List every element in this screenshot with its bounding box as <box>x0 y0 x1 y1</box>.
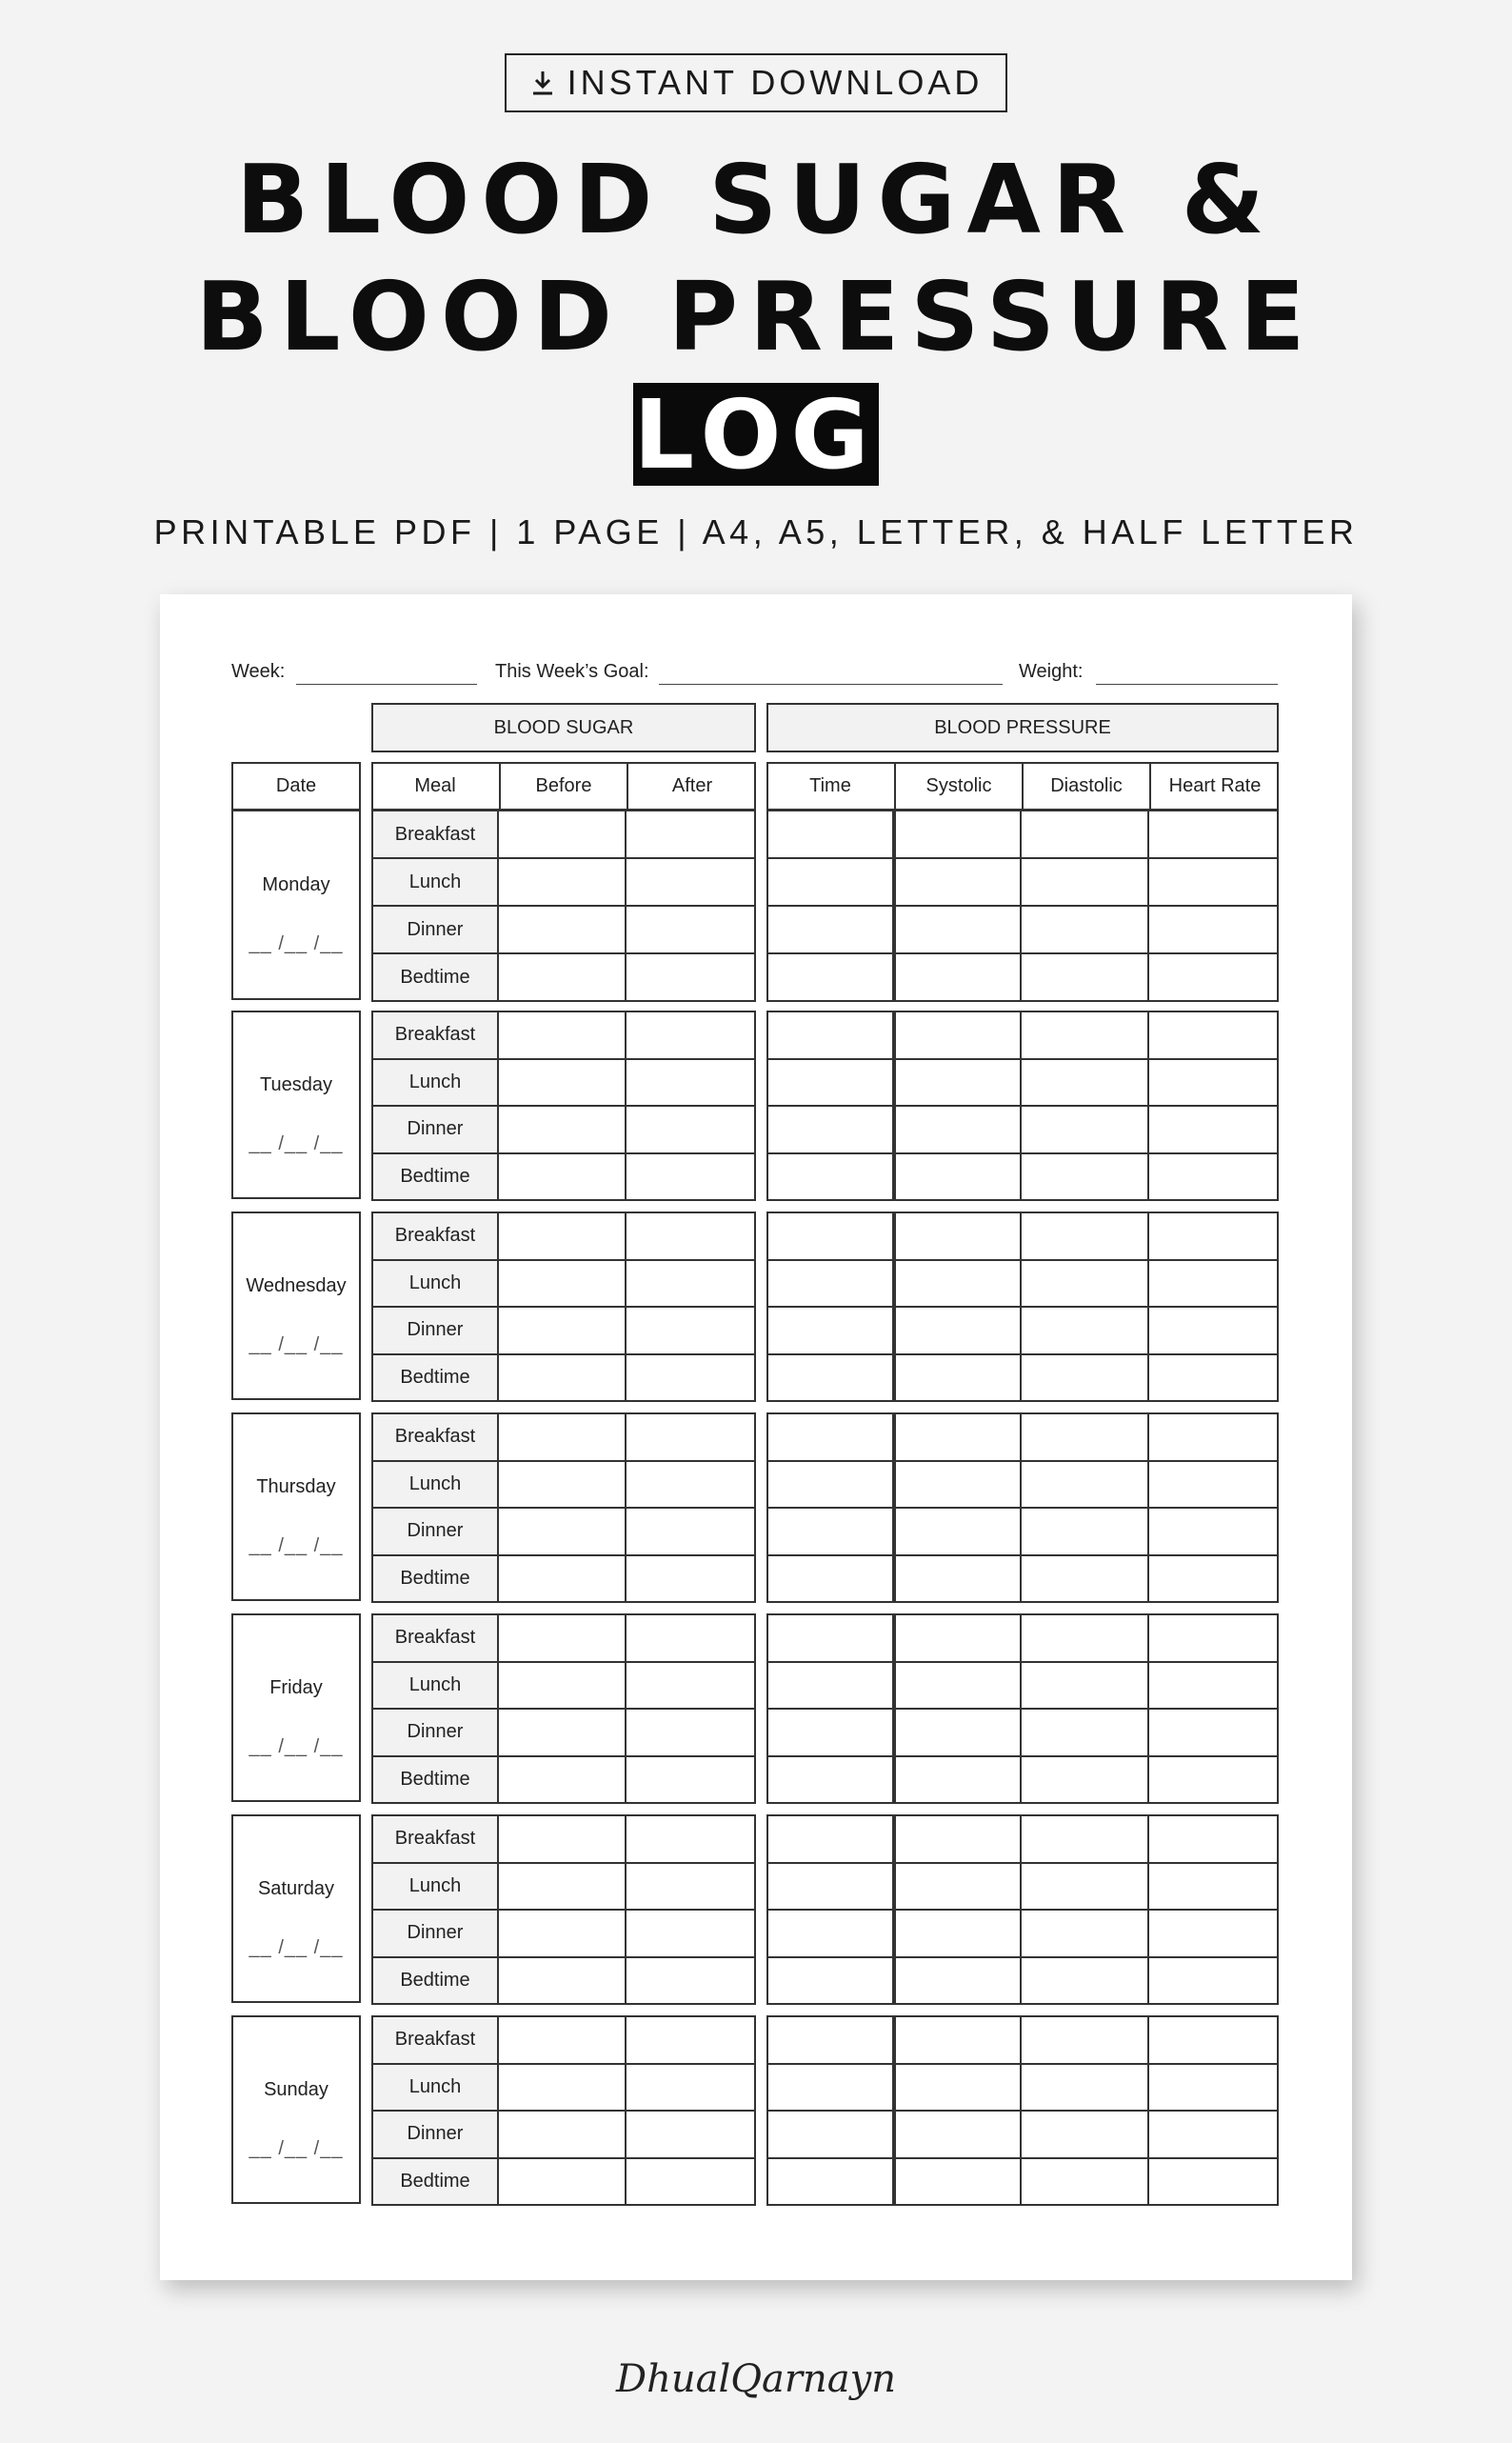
before-entry-cell[interactable] <box>497 2015 627 2065</box>
heart-rate-entry-cell[interactable] <box>1147 810 1279 859</box>
time-entry-cell[interactable] <box>766 1708 896 1757</box>
meal-label-cell: Bedtime <box>371 1956 499 2006</box>
heart-rate-entry-cell[interactable] <box>1147 1353 1279 1403</box>
systolic-entry-cell[interactable] <box>892 1708 1022 1757</box>
heart-rate-entry-cell[interactable] <box>1147 1554 1279 1604</box>
before-entry-cell[interactable] <box>497 1909 627 1958</box>
day-name: Sunday <box>264 2079 328 2101</box>
systolic-entry-cell[interactable] <box>892 1306 1022 1355</box>
after-entry-cell[interactable] <box>625 1708 756 1757</box>
diastolic-entry-cell[interactable] <box>1020 1554 1149 1604</box>
diastolic-entry-cell[interactable] <box>1020 2015 1149 2065</box>
before-entry-cell[interactable] <box>497 1412 627 1462</box>
systolic-entry-cell[interactable] <box>892 1909 1022 1958</box>
meal-label-cell: Bedtime <box>371 1353 499 1403</box>
meal-label-cell: Lunch <box>371 1661 499 1711</box>
day-name: Saturday <box>257 1878 335 1900</box>
date-placeholder[interactable]: __ /__ /__ <box>249 1534 344 1556</box>
systolic-entry-cell[interactable] <box>892 1661 1022 1711</box>
before-entry-cell[interactable] <box>497 1755 627 1805</box>
systolic-entry-cell[interactable] <box>892 1460 1022 1510</box>
before-entry-cell[interactable] <box>497 1507 627 1556</box>
after-entry-cell[interactable] <box>625 1661 756 1711</box>
heart-rate-entry-cell[interactable] <box>1147 1507 1279 1556</box>
time-entry-cell[interactable] <box>766 1306 896 1355</box>
before-entry-cell[interactable] <box>497 1862 627 1912</box>
before-entry-cell[interactable] <box>497 1058 627 1108</box>
before-entry-cell[interactable] <box>497 2157 627 2207</box>
meal-label-cell: Breakfast <box>371 1011 499 1060</box>
diastolic-entry-cell[interactable] <box>1020 1412 1149 1462</box>
goal-label: This Week’s Goal: <box>495 661 649 682</box>
time-entry-cell[interactable] <box>766 1211 896 1261</box>
diastolic-entry-cell[interactable] <box>1020 1909 1149 1958</box>
before-entry-cell[interactable] <box>497 2063 627 2113</box>
diastolic-entry-cell[interactable] <box>1020 1058 1149 1108</box>
meal-label-cell: Dinner <box>371 1306 499 1355</box>
systolic-entry-cell[interactable] <box>892 810 1022 859</box>
systolic-entry-cell[interactable] <box>892 1613 1022 1663</box>
after-entry-cell[interactable] <box>625 1755 756 1805</box>
diastolic-entry-cell[interactable] <box>1020 1460 1149 1510</box>
after-entry-cell[interactable] <box>625 1862 756 1912</box>
heart-rate-entry-cell[interactable] <box>1147 1211 1279 1261</box>
after-entry-cell[interactable] <box>625 857 756 907</box>
systolic-entry-cell[interactable] <box>892 1058 1022 1108</box>
meal-label-cell: Dinner <box>371 1105 499 1154</box>
pressure-column-label: Time <box>809 775 851 796</box>
time-entry-cell[interactable] <box>766 1909 896 1958</box>
time-entry-cell[interactable] <box>766 1554 896 1604</box>
time-entry-cell[interactable] <box>766 1956 896 2006</box>
systolic-entry-cell[interactable] <box>892 1011 1022 1060</box>
blood-pressure-header-label: BLOOD PRESSURE <box>934 716 1111 738</box>
systolic-entry-cell[interactable] <box>892 1211 1022 1261</box>
before-entry-cell[interactable] <box>497 1613 627 1663</box>
systolic-entry-cell[interactable] <box>892 1105 1022 1154</box>
after-entry-cell[interactable] <box>625 1814 756 1864</box>
systolic-entry-cell[interactable] <box>892 2157 1022 2207</box>
before-entry-cell[interactable] <box>497 1011 627 1060</box>
before-entry-cell[interactable] <box>497 905 627 954</box>
systolic-entry-cell[interactable] <box>892 2110 1022 2159</box>
time-entry-cell[interactable] <box>766 1011 896 1060</box>
after-entry-cell[interactable] <box>625 1353 756 1403</box>
before-entry-cell[interactable] <box>497 2110 627 2159</box>
systolic-entry-cell[interactable] <box>892 1814 1022 1864</box>
pressure-column-label: Systolic <box>894 762 1022 811</box>
weight-label: Weight: <box>1019 661 1084 682</box>
after-entry-cell[interactable] <box>625 2015 756 2065</box>
after-entry-cell[interactable] <box>625 1152 756 1202</box>
badge-label: INSTANT DOWNLOAD <box>567 63 984 102</box>
time-entry-cell[interactable] <box>766 2157 896 2207</box>
after-entry-cell[interactable] <box>625 1507 756 1556</box>
meal-label-cell: Lunch <box>371 1058 499 1108</box>
meal-label-cell: Breakfast <box>371 2015 499 2065</box>
date-placeholder[interactable]: __ /__ /__ <box>249 933 344 954</box>
heart-rate-entry-cell[interactable] <box>1147 905 1279 954</box>
title-line-2: BLOOD PRESSURE <box>195 261 1317 372</box>
before-entry-cell[interactable] <box>497 1306 627 1355</box>
after-entry-cell[interactable] <box>625 810 756 859</box>
meal-label-cell: Breakfast <box>371 1211 499 1261</box>
time-entry-cell[interactable] <box>766 857 896 907</box>
blood-sugar-header-label: BLOOD SUGAR <box>493 716 634 738</box>
day-name: Tuesday <box>260 1074 332 1096</box>
diastolic-entry-cell[interactable] <box>1020 1613 1149 1663</box>
heart-rate-entry-cell[interactable] <box>1147 1460 1279 1510</box>
goal-field[interactable] <box>659 684 1003 685</box>
heart-rate-entry-cell[interactable] <box>1147 1661 1279 1711</box>
day-cell <box>231 810 361 1000</box>
heart-rate-entry-cell[interactable] <box>1147 2110 1279 2159</box>
heart-rate-entry-cell[interactable] <box>1147 1152 1279 1202</box>
after-entry-cell[interactable] <box>625 1956 756 2006</box>
diastolic-entry-cell[interactable] <box>1020 1708 1149 1757</box>
heart-rate-entry-cell[interactable] <box>1147 1814 1279 1864</box>
before-entry-cell[interactable] <box>497 1353 627 1403</box>
after-entry-cell[interactable] <box>625 1211 756 1261</box>
systolic-entry-cell[interactable] <box>892 2063 1022 2113</box>
date-placeholder[interactable]: __ /__ /__ <box>249 2137 344 2159</box>
blood-sugar-header <box>371 703 756 752</box>
meal-label-cell: Breakfast <box>371 1814 499 1864</box>
diastolic-entry-cell[interactable] <box>1020 1011 1149 1060</box>
time-entry-cell[interactable] <box>766 1507 896 1556</box>
systolic-entry-cell[interactable] <box>892 1554 1022 1604</box>
after-entry-cell[interactable] <box>625 2110 756 2159</box>
pressure-column-label: Heart Rate <box>1149 762 1279 811</box>
after-entry-cell[interactable] <box>625 952 756 1002</box>
heart-rate-entry-cell[interactable] <box>1147 1909 1279 1958</box>
meal-label-cell: Bedtime <box>371 1152 499 1202</box>
time-entry-cell[interactable] <box>766 1814 896 1864</box>
sugar-column-label: After <box>627 762 756 811</box>
time-entry-cell[interactable] <box>766 2110 896 2159</box>
time-entry-cell[interactable] <box>766 1353 896 1403</box>
day-cell <box>231 1011 361 1199</box>
heart-rate-entry-cell[interactable] <box>1147 1956 1279 2006</box>
heart-rate-entry-cell[interactable] <box>1147 1412 1279 1462</box>
heart-rate-entry-cell[interactable] <box>1147 952 1279 1002</box>
meal-label-cell: Dinner <box>371 1909 499 1958</box>
title-line-1: BLOOD SUGAR & <box>236 144 1276 255</box>
title-highlight-text: LOG <box>633 378 879 491</box>
time-entry-cell[interactable] <box>766 905 896 954</box>
heart-rate-entry-cell[interactable] <box>1147 1708 1279 1757</box>
time-entry-cell[interactable] <box>766 1152 896 1202</box>
heart-rate-entry-cell[interactable] <box>1147 1011 1279 1060</box>
diastolic-entry-cell[interactable] <box>1020 1211 1149 1261</box>
heart-rate-entry-cell[interactable] <box>1147 2063 1279 2113</box>
sugar-column-label: Before <box>499 762 627 811</box>
time-entry-cell[interactable] <box>766 952 896 1002</box>
meal-label-cell: Lunch <box>371 2063 499 2113</box>
diastolic-entry-cell[interactable] <box>1020 2063 1149 2113</box>
day-name: Friday <box>269 1677 323 1699</box>
systolic-entry-cell[interactable] <box>892 1507 1022 1556</box>
systolic-entry-cell[interactable] <box>892 905 1022 954</box>
systolic-entry-cell[interactable] <box>892 1862 1022 1912</box>
day-cell <box>231 1412 361 1601</box>
after-entry-cell[interactable] <box>625 1613 756 1663</box>
heart-rate-entry-cell[interactable] <box>1147 1306 1279 1355</box>
day-name: Monday <box>262 874 330 895</box>
time-entry-cell[interactable] <box>766 2015 896 2065</box>
diastolic-entry-cell[interactable] <box>1020 905 1149 954</box>
day-name: Wednesday <box>246 1275 347 1297</box>
before-entry-cell[interactable] <box>497 1259 627 1309</box>
before-entry-cell[interactable] <box>497 1152 627 1202</box>
diastolic-entry-cell[interactable] <box>1020 1105 1149 1154</box>
systolic-entry-cell[interactable] <box>892 1259 1022 1309</box>
meal-label-cell: Lunch <box>371 1862 499 1912</box>
instant-download-badge <box>505 53 1007 112</box>
date-placeholder[interactable]: __ /__ /__ <box>249 1735 344 1757</box>
heart-rate-entry-cell[interactable] <box>1147 1058 1279 1108</box>
after-entry-cell[interactable] <box>625 1554 756 1604</box>
after-entry-cell[interactable] <box>625 2063 756 2113</box>
time-entry-cell[interactable] <box>766 1755 896 1805</box>
time-entry-cell[interactable] <box>766 1613 896 1663</box>
date-placeholder[interactable]: __ /__ /__ <box>249 1936 344 1958</box>
systolic-entry-cell[interactable] <box>892 1152 1022 1202</box>
diastolic-entry-cell[interactable] <box>1020 2157 1149 2207</box>
day-cell <box>231 1211 361 1400</box>
diastolic-entry-cell[interactable] <box>1020 1353 1149 1403</box>
week-label: Week: <box>231 661 286 682</box>
before-entry-cell[interactable] <box>497 1105 627 1154</box>
after-entry-cell[interactable] <box>625 1058 756 1108</box>
meal-label-cell: Dinner <box>371 2110 499 2159</box>
after-entry-cell[interactable] <box>625 1460 756 1510</box>
meal-label-cell: Breakfast <box>371 1412 499 1462</box>
meal-label-cell: Dinner <box>371 905 499 954</box>
diastolic-entry-cell[interactable] <box>1020 1661 1149 1711</box>
systolic-entry-cell[interactable] <box>892 2015 1022 2065</box>
meal-label-cell: Breakfast <box>371 810 499 859</box>
time-entry-cell[interactable] <box>766 1105 896 1154</box>
heart-rate-entry-cell[interactable] <box>1147 1755 1279 1805</box>
header-fields <box>231 661 1279 695</box>
day-cell <box>231 2015 361 2204</box>
diastolic-entry-cell[interactable] <box>1020 857 1149 907</box>
systolic-entry-cell[interactable] <box>892 1755 1022 1805</box>
meal-label-cell: Bedtime <box>371 1755 499 1805</box>
heart-rate-entry-cell[interactable] <box>1147 2157 1279 2207</box>
diastolic-entry-cell[interactable] <box>1020 1259 1149 1309</box>
sugar-column-label: Meal <box>414 775 456 796</box>
heart-rate-entry-cell[interactable] <box>1147 1862 1279 1912</box>
diastolic-entry-cell[interactable] <box>1020 1507 1149 1556</box>
after-entry-cell[interactable] <box>625 2157 756 2207</box>
before-entry-cell[interactable] <box>497 1814 627 1864</box>
before-entry-cell[interactable] <box>497 1554 627 1604</box>
heart-rate-entry-cell[interactable] <box>1147 1613 1279 1663</box>
time-entry-cell[interactable] <box>766 1412 896 1462</box>
before-entry-cell[interactable] <box>497 1661 627 1711</box>
after-entry-cell[interactable] <box>625 1105 756 1154</box>
time-entry-cell[interactable] <box>766 1058 896 1108</box>
subtitle: PRINTABLE PDF | 1 PAGE | A4, A5, LETTER, & HALF LETTER <box>153 512 1359 551</box>
blood-pressure-header <box>766 703 1279 752</box>
after-entry-cell[interactable] <box>625 1259 756 1309</box>
time-entry-cell[interactable] <box>766 1460 896 1510</box>
meal-label-cell: Lunch <box>371 1460 499 1510</box>
meal-label-cell: Lunch <box>371 1259 499 1309</box>
systolic-entry-cell[interactable] <box>892 1956 1022 2006</box>
after-entry-cell[interactable] <box>625 1306 756 1355</box>
title-highlight <box>633 378 879 491</box>
diastolic-entry-cell[interactable] <box>1020 810 1149 859</box>
day-name: Thursday <box>256 1476 336 1498</box>
heart-rate-entry-cell[interactable] <box>1147 857 1279 907</box>
meal-label-cell: Bedtime <box>371 1554 499 1604</box>
before-entry-cell[interactable] <box>497 810 627 859</box>
time-entry-cell[interactable] <box>766 1862 896 1912</box>
diastolic-entry-cell[interactable] <box>1020 1814 1149 1864</box>
after-entry-cell[interactable] <box>625 1909 756 1958</box>
date-placeholder[interactable]: __ /__ /__ <box>249 1333 344 1355</box>
heart-rate-entry-cell[interactable] <box>1147 1105 1279 1154</box>
systolic-entry-cell[interactable] <box>892 1353 1022 1403</box>
diastolic-entry-cell[interactable] <box>1020 1956 1149 2006</box>
log-sheet <box>160 594 1352 2280</box>
after-entry-cell[interactable] <box>625 1011 756 1060</box>
before-entry-cell[interactable] <box>497 1956 627 2006</box>
after-entry-cell[interactable] <box>625 905 756 954</box>
before-entry-cell[interactable] <box>497 1708 627 1757</box>
systolic-entry-cell[interactable] <box>892 857 1022 907</box>
time-entry-cell[interactable] <box>766 2063 896 2113</box>
time-entry-cell[interactable] <box>766 810 896 859</box>
systolic-entry-cell[interactable] <box>892 1412 1022 1462</box>
week-field[interactable] <box>296 684 477 685</box>
day-cell <box>231 1613 361 1802</box>
diastolic-entry-cell[interactable] <box>1020 2110 1149 2159</box>
weight-field[interactable] <box>1096 684 1278 685</box>
meal-label-cell: Lunch <box>371 857 499 907</box>
diastolic-entry-cell[interactable] <box>1020 1152 1149 1202</box>
time-entry-cell[interactable] <box>766 1661 896 1711</box>
diastolic-entry-cell[interactable] <box>1020 1306 1149 1355</box>
before-entry-cell[interactable] <box>497 1211 627 1261</box>
download-icon <box>529 69 556 97</box>
diastolic-entry-cell[interactable] <box>1020 1862 1149 1912</box>
brand-signature: DhualQarnayn <box>616 2357 896 2401</box>
time-entry-cell[interactable] <box>766 1259 896 1309</box>
heart-rate-entry-cell[interactable] <box>1147 1259 1279 1309</box>
systolic-entry-cell[interactable] <box>892 952 1022 1002</box>
diastolic-entry-cell[interactable] <box>1020 1755 1149 1805</box>
meal-label-cell: Bedtime <box>371 2157 499 2207</box>
meal-label-cell: Dinner <box>371 1507 499 1556</box>
day-cell <box>231 1814 361 2003</box>
meal-label-cell: Dinner <box>371 1708 499 1757</box>
before-entry-cell[interactable] <box>497 1460 627 1510</box>
after-entry-cell[interactable] <box>625 1412 756 1462</box>
heart-rate-entry-cell[interactable] <box>1147 2015 1279 2065</box>
diastolic-entry-cell[interactable] <box>1020 952 1149 1002</box>
meal-label-cell: Breakfast <box>371 1613 499 1663</box>
before-entry-cell[interactable] <box>497 952 627 1002</box>
meal-label-cell: Bedtime <box>371 952 499 1002</box>
before-entry-cell[interactable] <box>497 857 627 907</box>
pressure-column-label: Diastolic <box>1022 762 1149 811</box>
date-column-label: Date <box>275 775 317 796</box>
date-placeholder[interactable]: __ /__ /__ <box>249 1132 344 1154</box>
